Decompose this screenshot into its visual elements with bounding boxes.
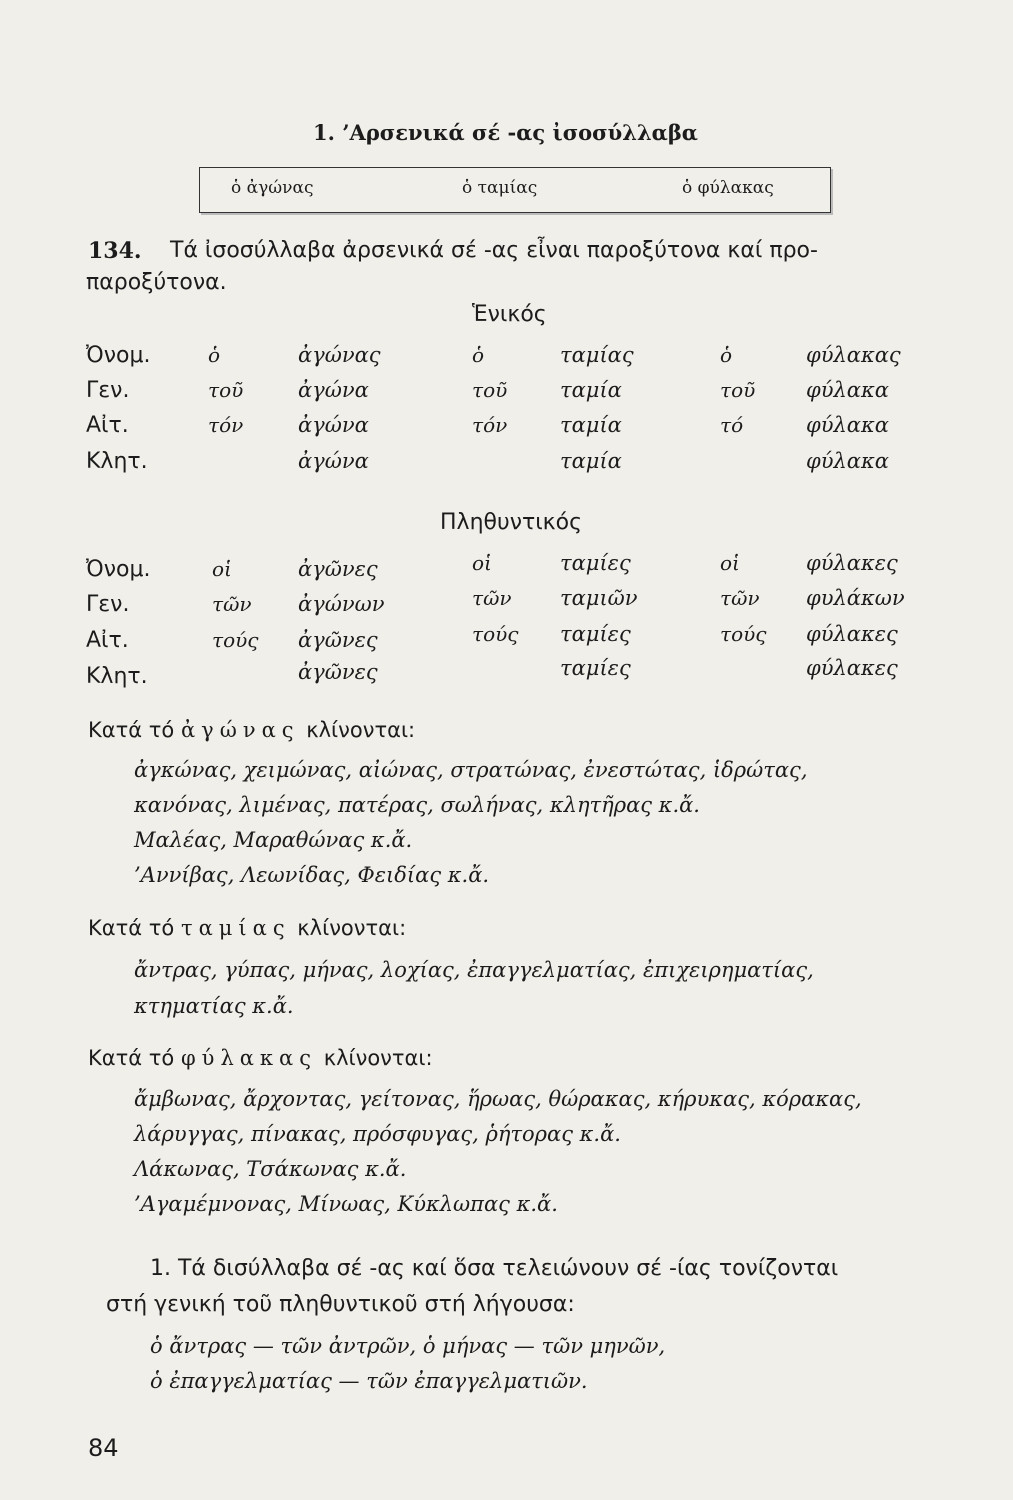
case-label: Γεν. xyxy=(86,592,130,617)
article: τοῦ xyxy=(472,378,508,402)
case-label: Αἰτ. xyxy=(86,628,129,653)
fylakas-intro xyxy=(88,1046,433,1070)
declined-word: ταμίας xyxy=(560,343,634,367)
note-example-1: ὁ ἄντρας — τῶν ἀντρῶν, ὁ μήνας — τῶν μηνῶν, xyxy=(150,1334,666,1358)
example-tamias: ὁ ταμίας xyxy=(462,178,538,198)
article: ὁ xyxy=(472,343,485,367)
model-word: ταμίας xyxy=(180,916,291,940)
declined-word: φύλακα xyxy=(806,378,889,402)
example-agonas: ὁ ἀγώνας xyxy=(231,178,314,198)
declined-word: ταμίες xyxy=(560,551,631,575)
agonas-list-line: ’Αννίβας, Λεωνίδας, Φειδίας κ.ἄ. xyxy=(134,863,490,887)
tamias-list-line: κτηματίας κ.ἄ. xyxy=(134,994,294,1018)
singular-label: Ἑνικός xyxy=(472,302,547,327)
article: τόν xyxy=(208,413,244,437)
agonas-list-line: κανόνας, λιμένας, πατέρας, σωλήνας, κλητῆρας κ.ἄ. xyxy=(134,793,700,817)
fylakas-list-line: ’Αγαμέμνονας, Μίνωας, Κύκλωπας κ.ἄ. xyxy=(134,1192,558,1216)
plural-label: Πληθυντικός xyxy=(440,510,583,535)
model-word: φύλακας xyxy=(180,1046,317,1070)
article: οἱ xyxy=(472,551,492,575)
agonas-list-line: Μαλέας, Μαραθώνας κ.ἄ. xyxy=(134,828,413,852)
declined-word: ἀγώνων xyxy=(298,592,385,616)
article: τό xyxy=(720,413,744,437)
declined-word: ταμίες xyxy=(560,622,631,646)
article: οἱ xyxy=(212,557,232,581)
intro-suffix: κλίνονται: xyxy=(297,916,407,940)
intro-prefix: Κατά τό xyxy=(88,1046,175,1070)
declined-word: ταμιῶν xyxy=(560,586,638,610)
declined-word: ἀγῶνες xyxy=(298,557,378,581)
agonas-intro xyxy=(88,718,415,742)
article: τοῦ xyxy=(208,378,244,402)
declined-word: ἀγώνας xyxy=(298,343,381,367)
article: τούς xyxy=(212,628,259,652)
article: τούς xyxy=(720,622,767,646)
tamias-intro xyxy=(88,916,406,940)
intro-suffix: κλίνονται: xyxy=(306,718,416,742)
page-number: 84 xyxy=(88,1434,119,1462)
note-line-2: στή γενική τοῦ πληθυντικοῦ στή λήγουσα: xyxy=(106,1292,575,1317)
article: ὁ xyxy=(208,343,221,367)
declined-word: φύλακας xyxy=(806,343,901,367)
example-box xyxy=(199,167,831,213)
case-label: Γεν. xyxy=(86,378,130,403)
declined-word: ταμία xyxy=(560,413,622,437)
example-fylakas: ὁ φύλακας xyxy=(682,178,774,198)
declined-word: ἀγῶνες xyxy=(298,660,378,684)
declined-word: φυλάκων xyxy=(806,586,905,610)
intro-suffix: κλίνονται: xyxy=(323,1046,433,1070)
declined-word: φύλακες xyxy=(806,656,898,680)
declined-word: ἀγώνα xyxy=(298,378,369,402)
note-example-2: ὁ ἐπαγγελματίας — τῶν ἐπαγγελματιῶν. xyxy=(150,1369,588,1393)
declined-word: ἀγώνα xyxy=(298,413,369,437)
case-label: Ὀνομ. xyxy=(86,557,151,582)
declined-word: φύλακα xyxy=(806,449,889,473)
article: τῶν xyxy=(472,586,512,610)
fylakas-list-line: ἄμβωνας, ἄρχοντας, γείτονας, ἥρωας, θώρακας, κήρυκας, κόρακας, xyxy=(134,1087,862,1111)
note-line-1: 1. Τά δισύλλαβα σέ -ας καί ὅσα τελειώνουν σέ -ίας τονίζονται xyxy=(150,1256,839,1281)
declined-word: ταμία xyxy=(560,449,622,473)
case-label: Κλητ. xyxy=(86,664,148,689)
case-label: Κλητ. xyxy=(86,449,148,474)
article: ὁ xyxy=(720,343,733,367)
declined-word: φύλακες xyxy=(806,622,898,646)
article: τῶν xyxy=(720,586,760,610)
intro-prefix: Κατά τό xyxy=(88,916,175,940)
model-word: ἀγώνας xyxy=(180,718,300,742)
tamias-list-line: ἄντρας, γύπας, μήνας, λοχίας, ἐπαγγελματίας, ἐπιχειρηματίας, xyxy=(134,958,814,982)
article: τοῦ xyxy=(720,378,756,402)
article: τῶν xyxy=(212,592,252,616)
paragraph-line-1: Τά ἰσοσύλλαβα ἀρσενικά σέ -ας εἶναι παροξύτονα καί προ- xyxy=(170,238,818,263)
declined-word: ἀγῶνες xyxy=(298,628,378,652)
article: τούς xyxy=(472,622,519,646)
paragraph-line-2: παροξύτονα. xyxy=(86,270,227,295)
intro-prefix: Κατά τό xyxy=(88,718,175,742)
fylakas-list-line: λάρυγγας, πίνακας, πρόσφυγας, ῥήτορας κ.ἄ. xyxy=(134,1122,621,1146)
fylakas-list-line: Λάκωνας, Τσάκωνας κ.ἄ. xyxy=(134,1157,407,1181)
article: τόν xyxy=(472,413,508,437)
agonas-list-line: ἀγκώνας, χειμώνας, αἰώνας, στρατώνας, ἐνεστώτας, ἱδρώτας, xyxy=(134,758,808,782)
article: οἱ xyxy=(720,551,740,575)
case-label: Ὀνομ. xyxy=(86,343,151,368)
declined-word: ταμίες xyxy=(560,656,631,680)
declined-word: φύλακα xyxy=(806,413,889,437)
declined-word: ταμία xyxy=(560,378,622,402)
declined-word: φύλακες xyxy=(806,551,898,575)
paragraph-number: 134. xyxy=(88,238,142,264)
section-heading: 1. ’Αρσενικά σέ -ας ἰσοσύλλαβα xyxy=(313,120,698,145)
case-label: Αἰτ. xyxy=(86,413,129,438)
declined-word: ἀγώνα xyxy=(298,449,369,473)
